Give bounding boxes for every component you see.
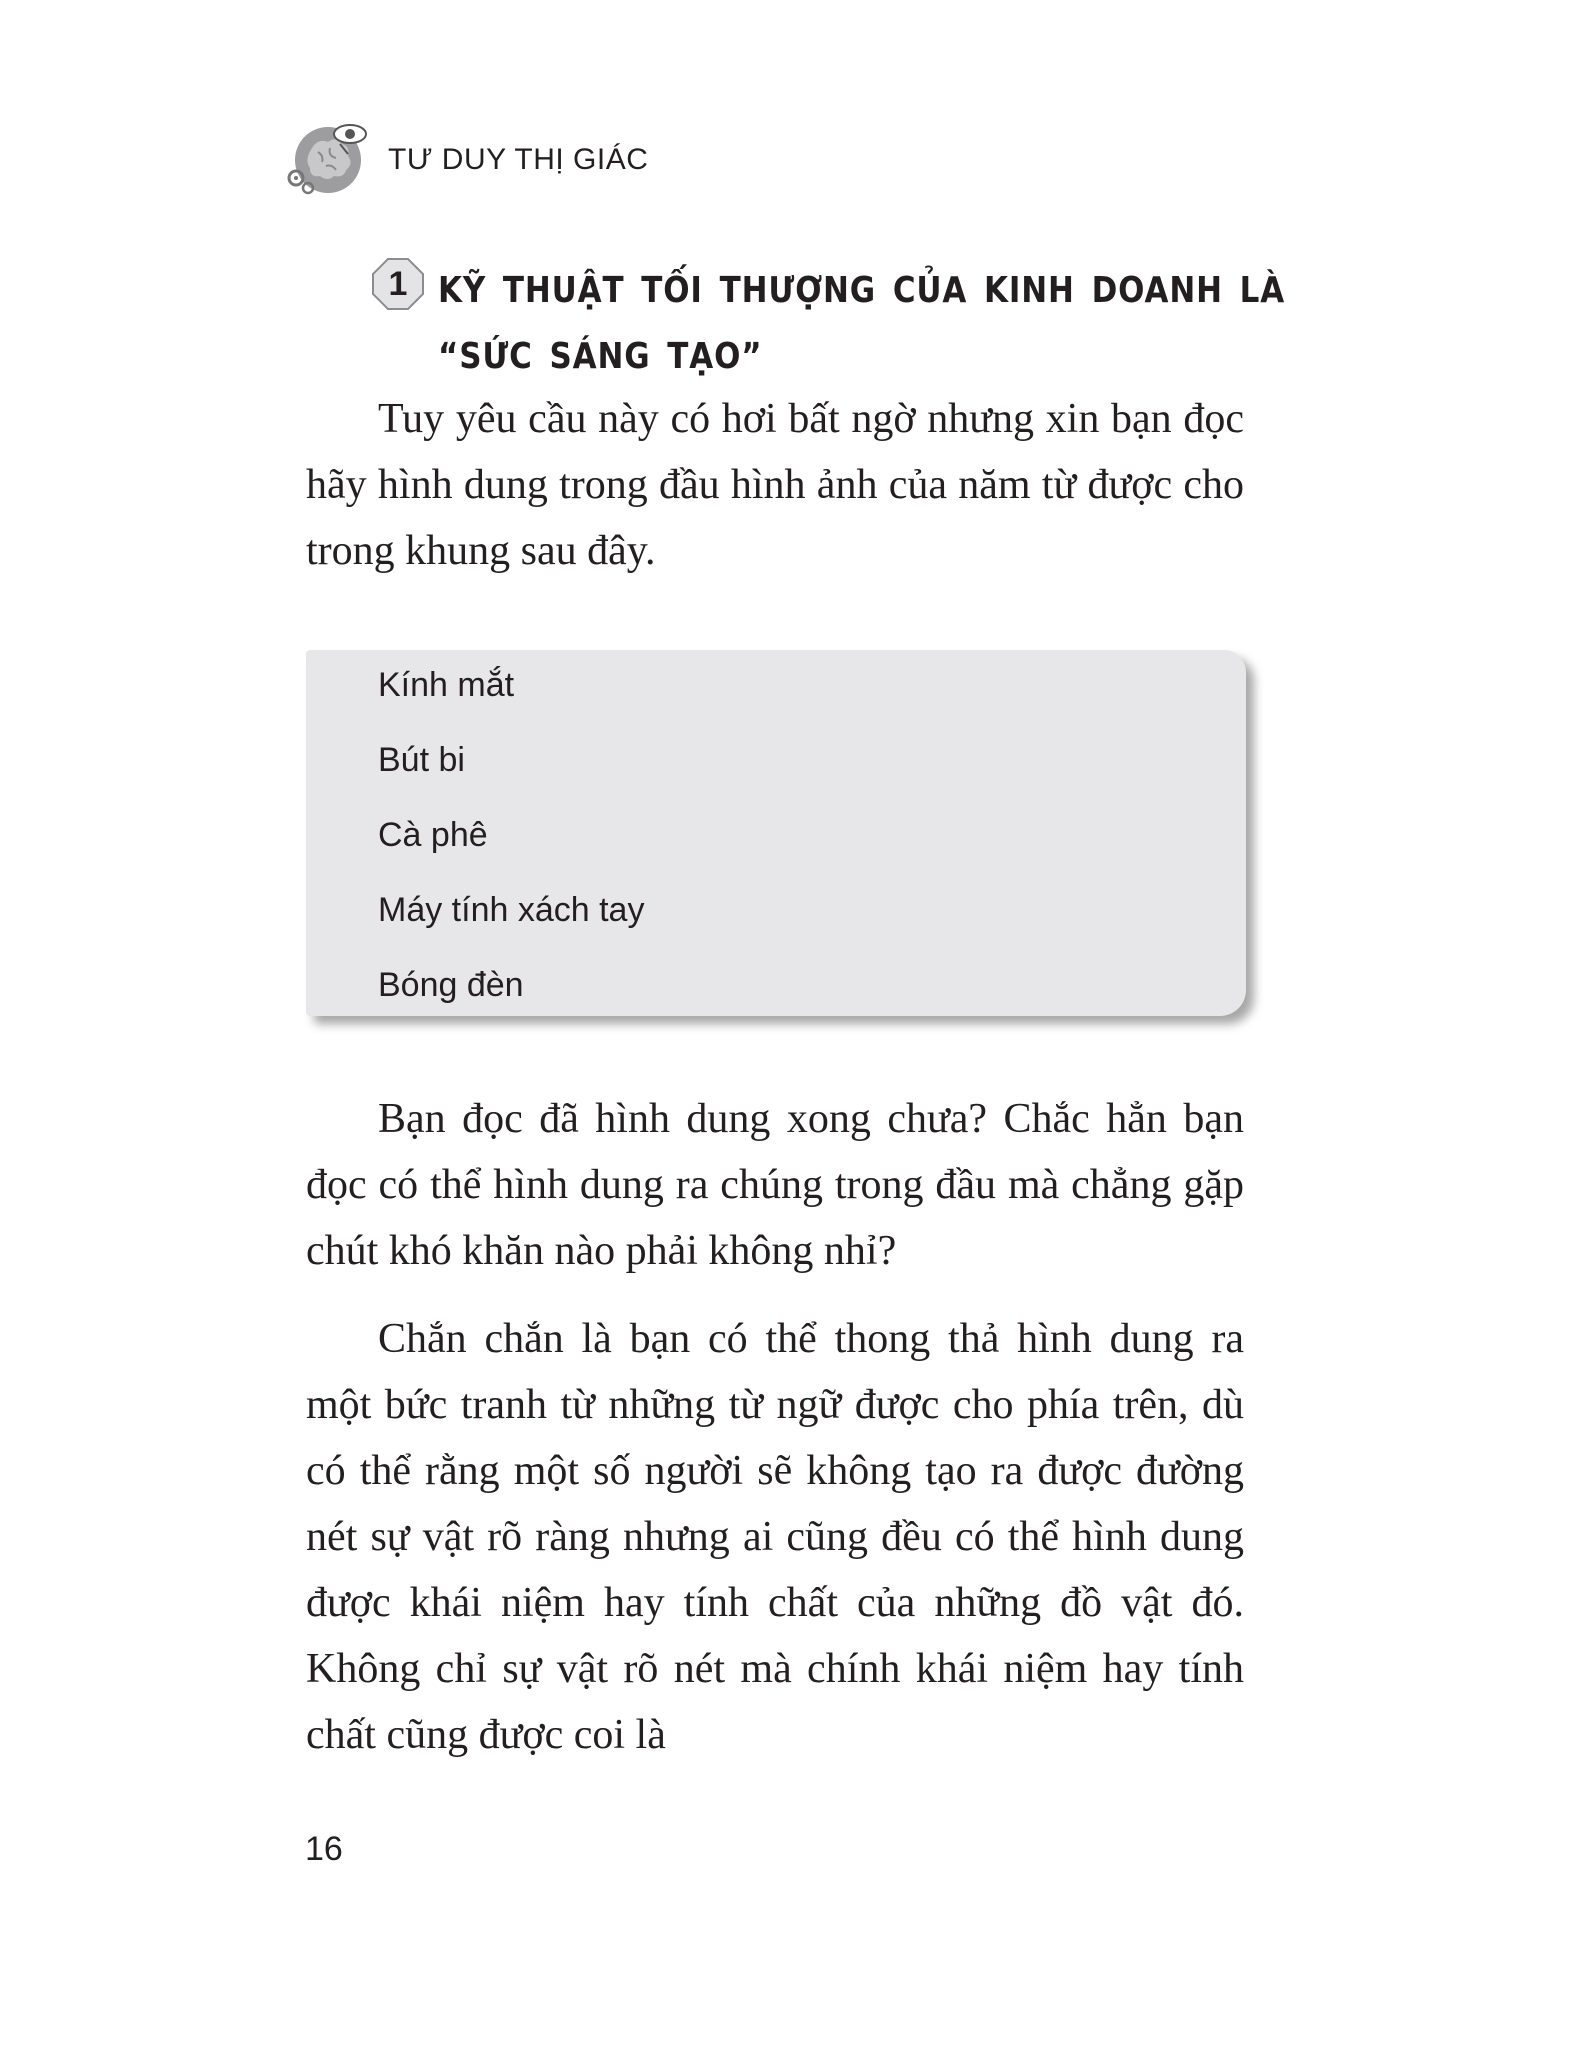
section-number-badge [372,258,424,310]
paragraph-intro [306,386,1244,584]
brain-eye-gear-icon [282,118,378,198]
running-header [282,118,648,198]
word-list-item: Máy tính xách tay [378,891,645,929]
section-title-line-2: “SỨC SÁNG TẠO” [438,336,763,377]
paragraph-intro-text: Tuy yêu cầu này có hơi bất ngờ nhưng xin bạn đọc hãy hình dung trong đầu hình ảnh của năm từ được cho trong khung sau đây. [306,396,1244,574]
word-list-box [306,650,1246,1016]
section-title-line-1: KỸ THUẬT TỐI THƯỢNG CỦA KINH DOANH LÀ [438,270,1286,311]
word-list-item: Kính mắt [378,666,515,704]
page-number: 16 [305,1830,343,1868]
paragraph-body [306,1306,1244,1768]
section-number: 1 [388,265,408,303]
running-header-title: TƯ DUY THỊ GIÁC [388,143,649,176]
word-list-item: Bóng đèn [378,966,524,1004]
paragraph-question-text: Bạn đọc đã hình dung xong chưa? Chắc hẳn bạn đọc có thể hình dung ra chúng trong đầu mà chẳng gặp chút khó khăn nào phải không nhỉ? [306,1096,1244,1274]
paragraph-question [306,1086,1244,1284]
word-list [378,660,644,1035]
section-title [438,258,1286,390]
word-list-item: Cà phê [378,816,488,854]
word-list-item: Bút bi [378,741,465,779]
paragraph-body-text: Chắn chắn là bạn có thể thong thả hình dung ra một bức tranh từ những từ ngữ được cho phía trên, dù có thể rằng một số người sẽ không tạo ra được đường nét sự vật rõ ràng nhưng ai cũng đều có thể hình dung được khái niệm hay tính chất của những đồ vật đó. Không chỉ sự vật rõ nét mà chính khái niệm hay tính chất cũng được coi là [306,1316,1244,1758]
